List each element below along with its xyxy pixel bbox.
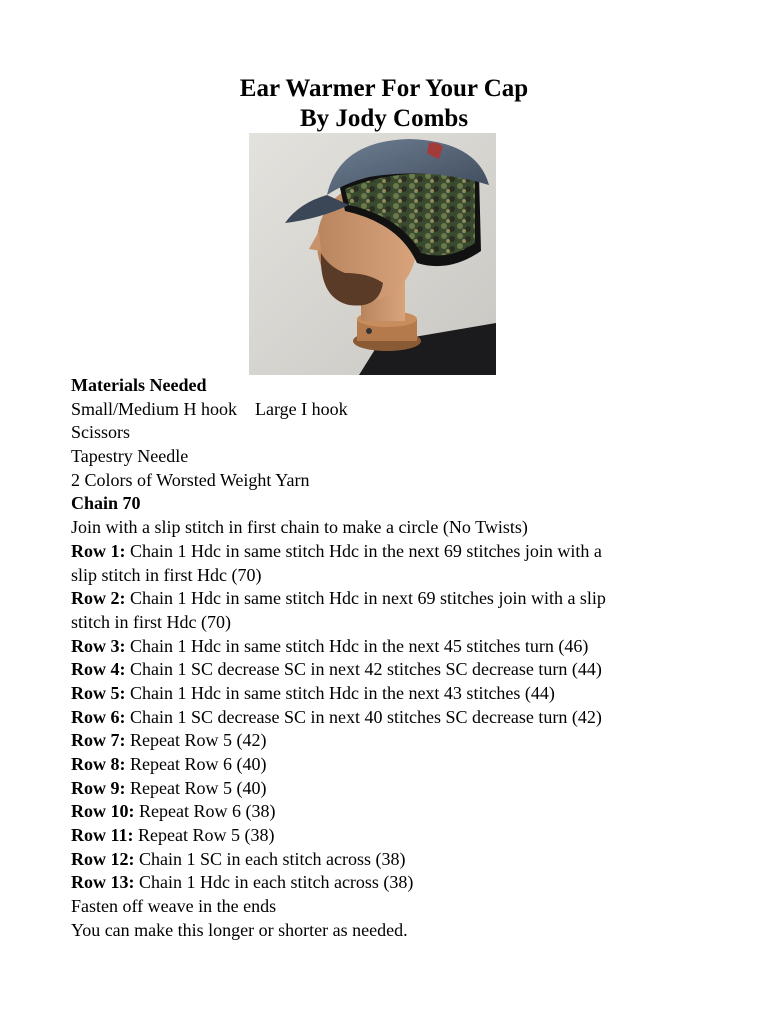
row-instruction <box>71 587 711 611</box>
document-author: By Jody Combs <box>299 105 469 132</box>
row-text: Chain 1 SC decrease SC in next 42 stitches SC decrease turn (44) <box>125 659 602 680</box>
material-item: Large I hook <box>255 398 348 419</box>
row-text: Repeat Row 6 (40) <box>125 754 267 774</box>
row-label: Row 10: <box>71 801 135 822</box>
row-text: Chain 1 Hdc in same stitch Hdc in next 69 stitches join with a slip <box>125 588 606 609</box>
row-text: Chain 1 Hdc in same stitch Hdc in the next 43 stitches (44) <box>125 682 555 703</box>
row-label: Row 4: <box>71 659 126 680</box>
row-instruction <box>71 635 711 659</box>
row-text: Chain 1 SC decrease SC in next 40 stitches SC decrease turn (42) <box>125 706 602 727</box>
row-label: Row 11: <box>71 825 134 846</box>
pattern-instructions <box>71 374 711 943</box>
materials-heading: Materials Needed <box>71 375 207 395</box>
row-instruction <box>71 658 711 682</box>
row-text: Repeat Row 5 (38) <box>133 825 275 846</box>
row-instruction <box>71 824 711 848</box>
closing-note: You can make this longer or shorter as needed. <box>71 919 408 940</box>
row-instruction <box>71 871 711 895</box>
row-label: Row 3: <box>71 635 126 656</box>
closing-instruction: Fasten off weave in the ends <box>71 896 277 917</box>
row-text: Repeat Row 6 (38) <box>134 801 276 822</box>
row-instruction <box>71 611 711 635</box>
row-label: Row 7: <box>71 730 126 751</box>
row-label: Row 2: <box>71 588 126 609</box>
chain-heading: Chain 70 <box>71 493 141 514</box>
mannequin-cap-photo <box>249 133 496 375</box>
row-label: Row 12: <box>71 848 135 869</box>
row-text: Chain 1 Hdc in same stitch Hdc in the next 69 stitches join with a <box>125 540 602 561</box>
row-instruction <box>71 753 711 777</box>
row-text: slip stitch in first Hdc (70) <box>71 564 262 585</box>
row-instruction <box>71 729 711 753</box>
row-text: Chain 1 SC in each stitch across (38) <box>134 848 406 869</box>
row-text: Repeat Row 5 (40) <box>125 777 267 798</box>
document-title: Ear Warmer For Your Cap <box>239 75 529 102</box>
product-photo <box>249 133 496 375</box>
row-instruction <box>71 564 711 588</box>
row-text: stitch in first Hdc (70) <box>71 611 231 632</box>
row-instruction <box>71 706 711 730</box>
row-label: Row 5: <box>71 682 126 703</box>
row-instruction <box>71 682 711 706</box>
row-instruction <box>71 777 711 801</box>
row-text: Chain 1 Hdc in each stitch across (38) <box>134 872 414 893</box>
materials-hooks <box>71 398 711 422</box>
row-text: Repeat Row 5 (42) <box>125 730 267 751</box>
row-instruction <box>71 540 711 564</box>
row-label: Row 8: <box>71 754 126 774</box>
material-item: Small/Medium H hook <box>71 398 237 419</box>
material-item: Tapestry Needle <box>71 446 189 467</box>
row-label: Row 13: <box>71 872 135 893</box>
row-text: Chain 1 Hdc in same stitch Hdc in the next 45 stitches turn (46) <box>125 635 589 656</box>
row-label: Row 6: <box>71 706 126 727</box>
row-label: Row 1: <box>71 540 126 561</box>
join-instruction: Join with a slip stitch in first chain to make a circle (No Twists) <box>71 517 528 538</box>
material-item: 2 Colors of Worsted Weight Yarn <box>71 469 310 490</box>
row-instruction <box>71 848 711 872</box>
row-label: Row 9: <box>71 777 126 798</box>
row-instruction <box>71 800 711 824</box>
material-item: Scissors <box>71 422 131 443</box>
